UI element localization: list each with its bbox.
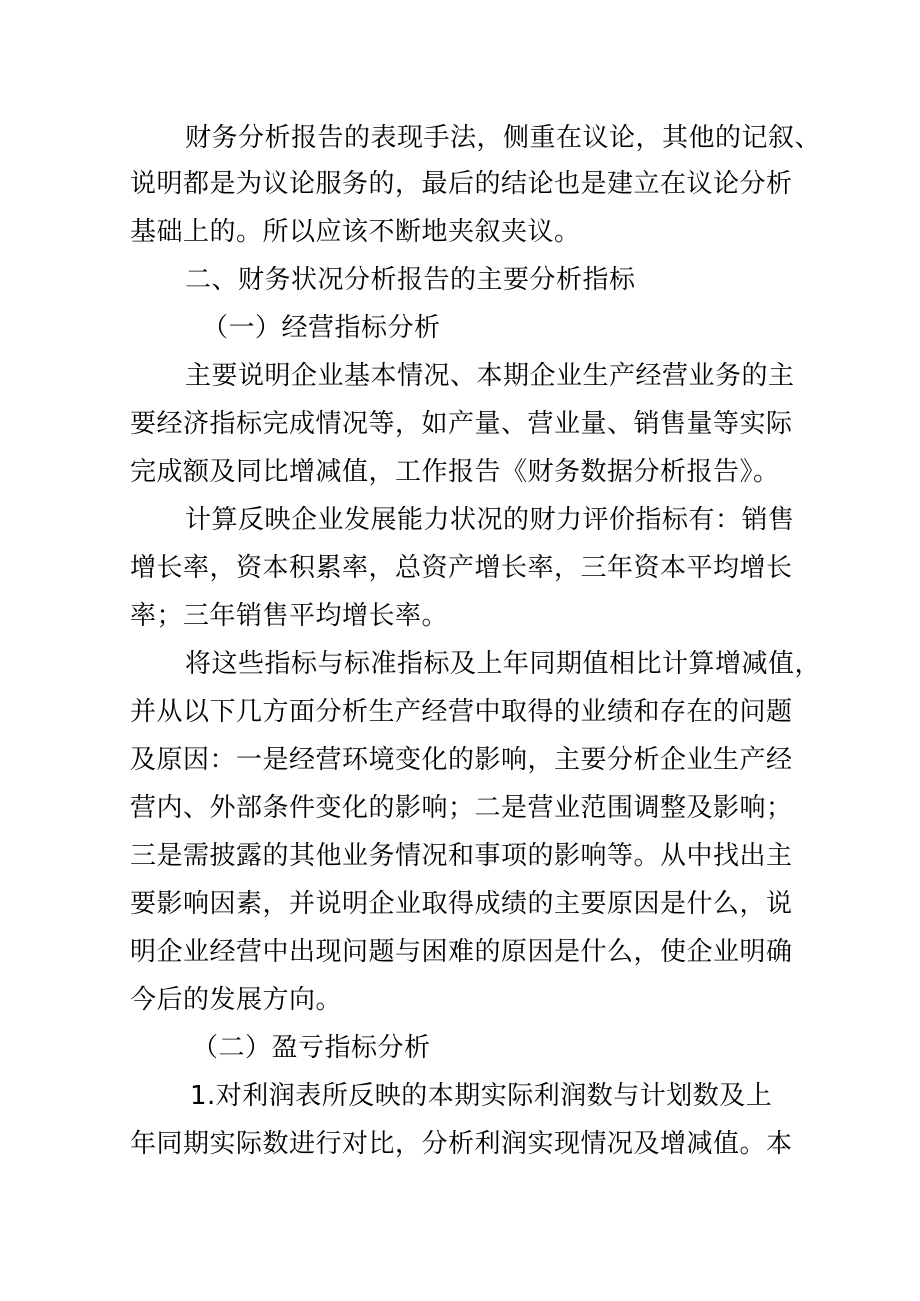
subsection-heading-1: （一）经营指标分析 xyxy=(202,313,441,343)
paragraph-3-line-2: 增长率，资本积累率，总资产增长率，三年资本平均增长 xyxy=(130,553,793,583)
paragraph-4-line-8: 今后的发展方向。 xyxy=(130,985,343,1015)
paragraph-1-line-3: 基础上的。所以应该不断地夹叙夹议。 xyxy=(130,217,581,247)
paragraph-4-line-5: 三是需披露的其他业务情况和事项的影响等。从中找出主 xyxy=(130,841,793,871)
paragraph-5-line-1: 1.对利润表所反映的本期实际利润数与计划数及上 xyxy=(190,1081,773,1111)
paragraph-4-line-3: 及原因：一是经营环境变化的影响，主要分析企业生产经 xyxy=(130,745,793,775)
paragraph-4-line-1: 将这些指标与标准指标及上年同期值相比计算增减值， xyxy=(185,649,822,679)
paragraph-1-line-2: 说明都是为议论服务的，最后的结论也是建立在议论分析 xyxy=(130,169,793,199)
paragraph-2-line-3: 完成额及同比增减值，工作报告《财务数据分析报告》。 xyxy=(130,457,780,487)
paragraph-4-line-7: 明企业经营中出现问题与困难的原因是什么，使企业明确 xyxy=(130,937,793,967)
paragraph-2-line-1: 主要说明企业基本情况、本期企业生产经营业务的主 xyxy=(185,361,795,391)
paragraph-4-line-2: 并从以下几方面分析生产经营中取得的业绩和存在的问题 xyxy=(130,697,793,727)
paragraph-4-line-4: 营内、外部条件变化的影响；二是营业范围调整及影响； xyxy=(130,793,793,823)
paragraph-3-line-1: 计算反映企业发展能力状况的财力评价指标有：销售 xyxy=(185,505,795,535)
paragraph-3-line-3: 率；三年销售平均增长率。 xyxy=(130,601,449,631)
section-heading-2: 二、财务状况分析报告的主要分析指标 xyxy=(185,265,636,295)
subsection-heading-2: （二）盈亏指标分析 xyxy=(192,1033,431,1063)
paragraph-2-line-2: 要经济指标完成情况等，如产量、营业量、销售量等实际 xyxy=(130,409,793,439)
paragraph-5-line-2: 年同期实际数进行对比，分析利润实现情况及增减值。本 xyxy=(130,1129,793,1159)
paragraph-4-line-6: 要影响因素，并说明企业取得成绩的主要原因是什么，说 xyxy=(130,889,793,919)
paragraph-1-line-1: 财务分析报告的表现手法，侧重在议论，其他的记叙、 xyxy=(185,123,822,153)
